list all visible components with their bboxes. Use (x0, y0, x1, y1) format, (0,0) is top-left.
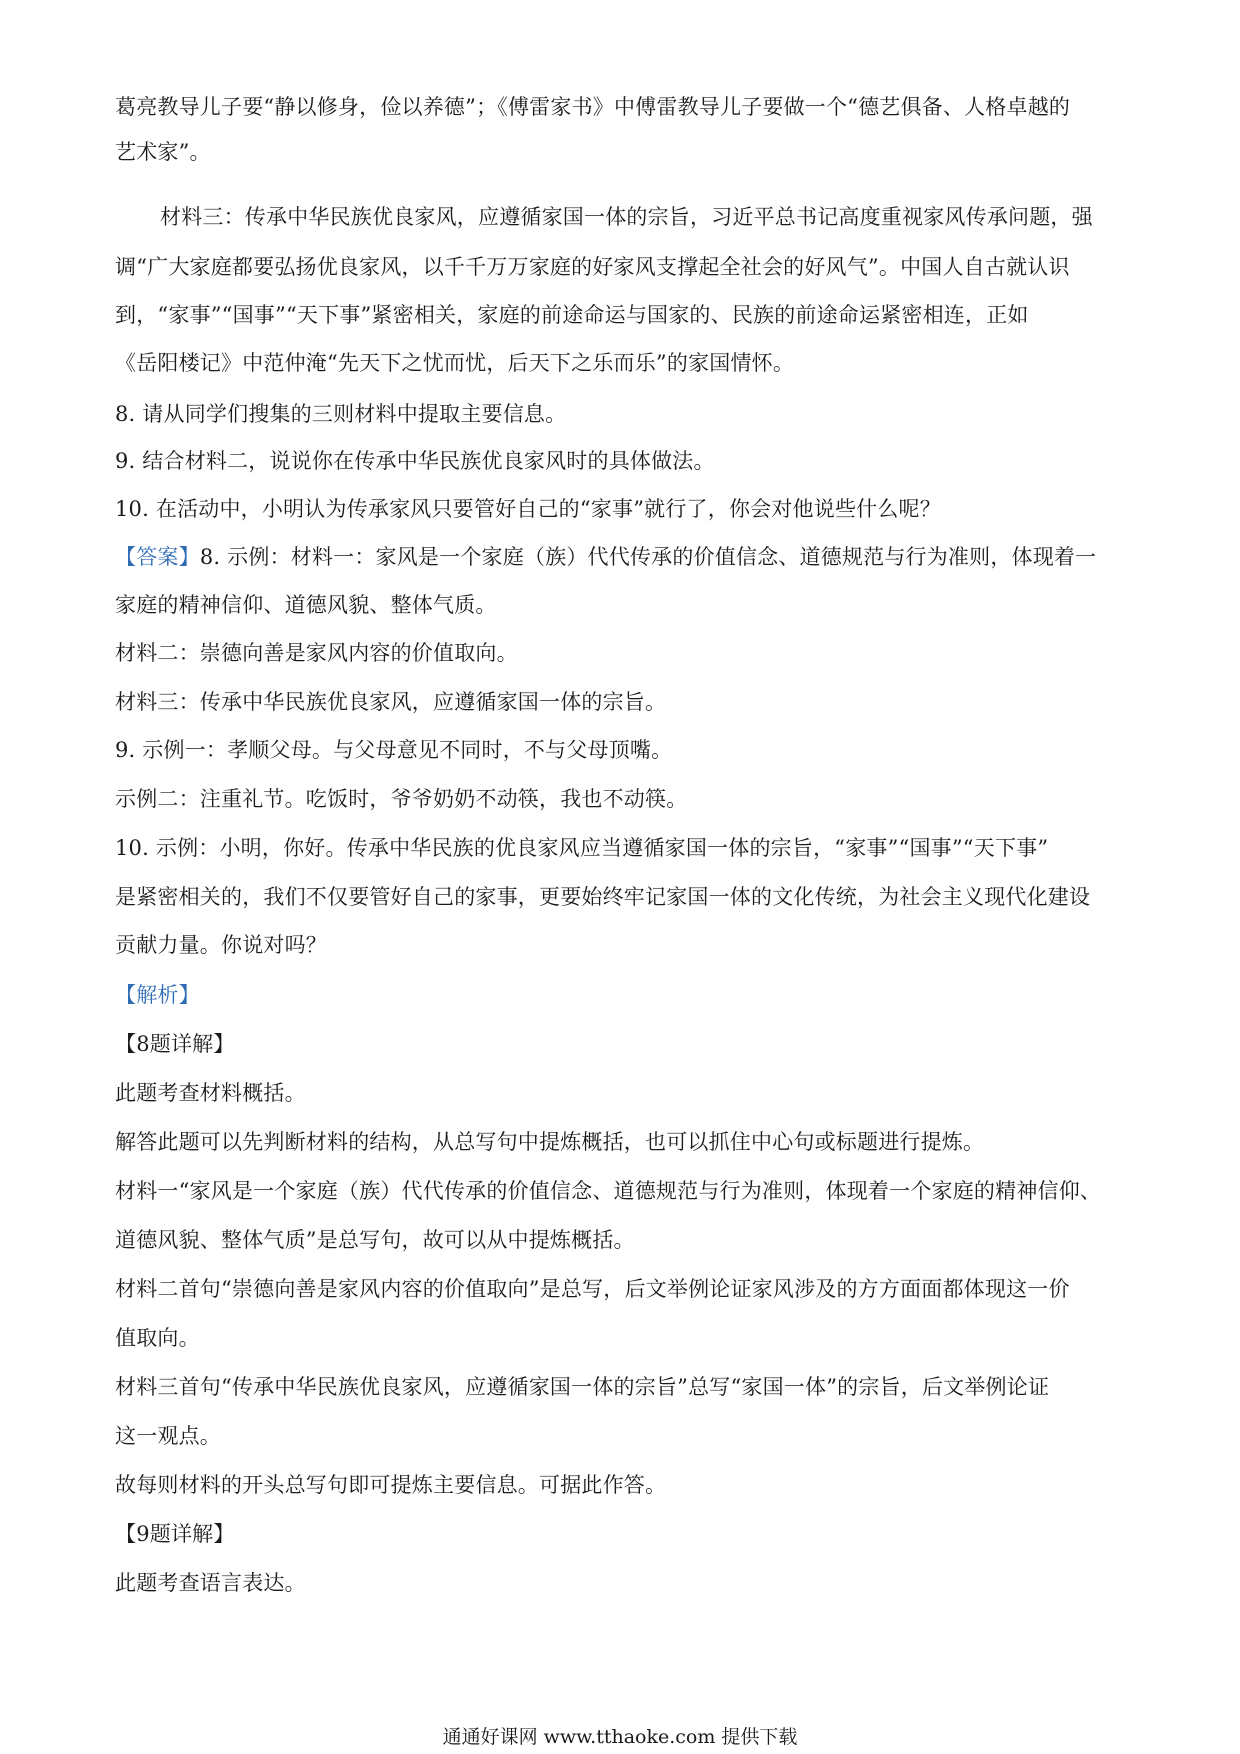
answer-text: 8. 示例：材料一：家风是一个家庭（族）代代传承的价值信念、道德规范与行为准则，体现着一 (199, 545, 1097, 569)
paragraph-line: 贡献力量。你说对吗？ (115, 933, 327, 957)
paragraph-line: 示例二：注重礼节。吃饭时，爷爷奶奶不动筷，我也不动筷。 (115, 787, 688, 811)
analysis-line (115, 980, 1125, 1010)
analysis-tag: 【解析】 (115, 983, 200, 1007)
paragraph-line: 这一观点。 (115, 1424, 221, 1448)
paragraph-line: 材料二首句“崇德向善是家风内容的价值取向”是总写，后文举例论证家风涉及的方方面面都体现这一价 (115, 1277, 1070, 1301)
paragraph-line: 道德风貌、整体气质”是总写句，故可以从中提炼概括。 (115, 1228, 635, 1252)
paragraph-line: 到，“家事”“国事”“天下事”紧密相关，家庭的前途命运与国家的、民族的前途命运紧密相连，正如 (115, 303, 1029, 327)
material-three-line: 材料三：传承中华民族优良家风，应遵循家国一体的宗旨，习近平总书记高度重视家风传承问题，强 (160, 205, 1093, 229)
question-10: 10. 在活动中，小明认为传承家风只要管好自己的“家事”就行了，你会对他说些什么呢？ (115, 497, 941, 521)
section-heading-9: 【9题详解】 (115, 1522, 235, 1546)
paragraph-line: 解答此题可以先判断材料的结构，从总写句中提炼概括，也可以抓住中心句或标题进行提炼。 (115, 1130, 985, 1154)
paragraph-line: 调“广大家庭都要弘扬优良家风，以千千万万家庭的好家风支撑起全社会的好风气”。中国人自古就认识 (115, 255, 1070, 279)
question-8: 8. 请从同学们搜集的三则材料中提取主要信息。 (115, 402, 567, 426)
answer-tag: 【答案】 (115, 545, 200, 569)
paragraph-line: 《岳阳楼记》中范仲淹“先天下之忧而忧，后天下之乐而乐”的家国情怀。 (115, 351, 795, 375)
paragraph-line: 家庭的精神信仰、道德风貌、整体气质。 (115, 593, 497, 617)
paragraph-line: 9. 示例一：孝顺父母。与父母意见不同时，不与父母顶嘴。 (115, 738, 673, 762)
question-9: 9. 结合材料二，说说你在传承中华民族优良家风时的具体做法。 (115, 449, 715, 473)
section-heading-8: 【8题详解】 (115, 1032, 235, 1056)
paragraph-line: 故每则材料的开头总写句即可提炼主要信息。可据此作答。 (115, 1473, 667, 1497)
paragraph-line: 材料二：崇德向善是家风内容的价值取向。 (115, 641, 518, 665)
paragraph-line: 葛亮教导儿子要“静以修身，俭以养德”；《傅雷家书》中傅雷教导儿子要做一个“德艺俱备、人格卓越的 (115, 95, 1071, 119)
paragraph-line: 此题考查材料概括。 (115, 1081, 306, 1105)
paragraph-line: 10. 示例：小明，你好。传承中华民族的优良家风应当遵循家国一体的宗旨，“家事”“国事”“天下事” (115, 836, 1049, 860)
paragraph-line: 是紧密相关的，我们不仅要管好自己的家事，更要始终牢记家国一体的文化传统，为社会主义现代化建设 (115, 885, 1091, 909)
paragraph-line: 材料一“家风是一个家庭（族）代代传承的价值信念、道德规范与行为准则，体现着一个家庭的精神信仰、 (115, 1179, 1102, 1203)
paragraph-line: 值取向。 (115, 1326, 200, 1350)
paragraph-line: 此题考查语言表达。 (115, 1571, 306, 1595)
paragraph-line: 材料三首句“传承中华民族优良家风，应遵循家国一体的宗旨”总写“家国一体”的宗旨，后文举例论证 (115, 1375, 1050, 1399)
answer-line (115, 542, 1125, 572)
paragraph-line: 艺术家”。 (115, 140, 211, 164)
paragraph-line: 材料三：传承中华民族优良家风，应遵循家国一体的宗旨。 (115, 690, 667, 714)
page-footer: 通通好课网 www.tthaoke.com 提供下载 (442, 1726, 798, 1748)
